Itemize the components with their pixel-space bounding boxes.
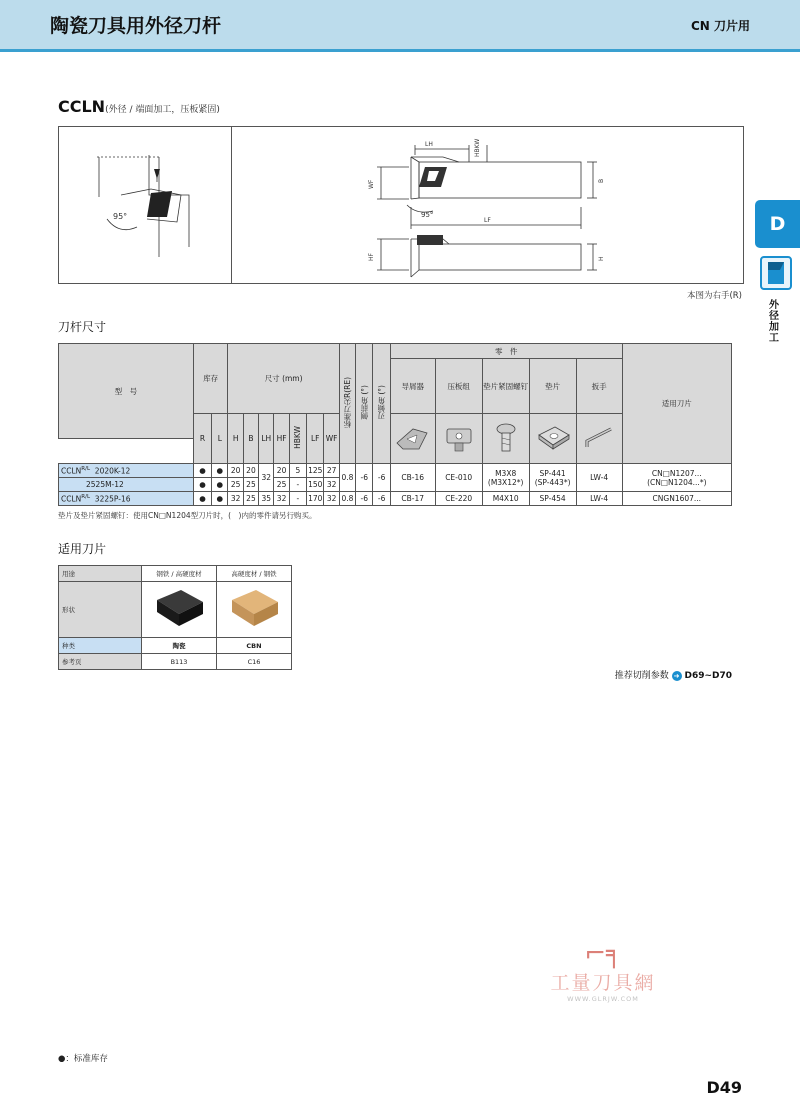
cell-b: 25 [243,492,258,506]
sub-hbkw: HBKW [289,414,306,464]
model-title [58,97,220,116]
sub-h: H [228,414,243,464]
cell-clamp: CE-010 [435,464,482,492]
ceramic-insert-image [142,582,217,638]
model-row-2: 2525M-12 [59,478,194,492]
angle-left-label: 95° [113,212,128,221]
cell-hf: 32 [274,492,289,506]
cell-shim: SP-454 [529,492,576,506]
header-chipbreaker: 导屑器 [390,359,435,414]
spec-footnote: 垫片及垫片紧固螺钉：使用CN□N1204型刀片时，( )内的零件请另行购买。 [58,511,317,520]
stock-l: ● [212,478,228,492]
ref-ceramic[interactable]: B113 [142,654,217,670]
cell-chipbreaker: CB-17 [390,492,435,506]
insert-table [58,565,292,670]
dim-h: H [598,256,605,261]
wrench-icon [576,414,622,464]
sub-wf: WF [324,414,339,464]
header-clamp: 压板组 [435,359,482,414]
header-parts: 零 件 [390,344,622,359]
recommend-pages[interactable]: D69~D70 [684,671,732,681]
insert-section-title: 适用刀片 [58,542,107,556]
page-header [0,0,800,52]
stock-r: ● [193,492,211,506]
cell-lf: 150 [307,478,324,492]
model-row-1: $CCLN^{R/L}$ 2020K-12 [59,464,194,478]
cell-lh: 32 [259,464,274,492]
header-dims: 尺寸 (mm) [228,344,339,414]
model-row-3: $CCLN^{R/L}$ 3225P-16 [59,492,194,506]
type-cbn: CBN [217,638,292,654]
cell-lf: 125 [307,464,324,478]
cell-wrench: LW-4 [576,464,622,492]
sub-l: L [212,414,228,464]
recommended-params[interactable] [615,668,732,681]
recommend-label: 推荐切削参数 [614,671,669,681]
section-tab-label: 外径加工 [769,300,779,344]
type-label: 种类 [59,638,142,654]
cell-wf: 32 [324,478,339,492]
cell-insert: CN□N1207... (CN□N1204...*) [622,464,731,492]
header-insert: 适用刀片 [622,344,731,464]
header-nose-radius: 标准刀尖R(RE) [339,344,355,464]
cell-side: -6 [356,492,373,506]
clamp-icon [435,414,482,464]
stock-r: ● [193,478,211,492]
cell-clamp: CE-220 [435,492,482,506]
header-shim: 垫片 [529,359,576,414]
cell-hbkw: - [289,478,306,492]
watermark-title: 工量刀具網 [550,972,656,994]
spec-table [58,343,732,506]
usage-label: 用途 [59,566,142,582]
cell-chipbreaker: CB-16 [390,464,435,492]
cell-re: 0.8 [339,464,355,492]
usage-cbn: 高硬度材 / 钢铁 [217,566,292,582]
stock-l: ● [212,464,228,478]
model-note: (外径 / 端面加工，压板紧固) [105,105,220,115]
cell-shim: SP-441 (SP-443*) [529,464,576,492]
tool-drawing [58,126,744,284]
page-subtitle: CN 刀片用 [690,19,750,33]
sub-lh: LH [259,414,274,464]
cell-screw: M4X10 [482,492,529,506]
dim-lf: LF [484,217,491,224]
cell-h: 32 [228,492,243,506]
page-title: 陶瓷刀具用外径刀杆 [50,15,222,37]
dim-hf: HF [368,253,375,261]
cell-hbkw: 5 [289,464,306,478]
watermark-url: WWW.GLRJW.COM [567,995,639,1003]
screw-icon [482,414,529,464]
cell-insert: CNGN1607... [622,492,731,506]
header-wrench: 扳手 [576,359,622,414]
usage-ceramic: 钢铁 / 高硬度材 [142,566,217,582]
cell-wrench: LW-4 [576,492,622,506]
sub-hf: HF [274,414,289,464]
cell-incl: -6 [373,464,390,492]
cell-b: 20 [243,464,258,478]
cell-b: 25 [243,478,258,492]
stock-r: ● [193,464,211,478]
arrow-right-icon: ➜ [672,671,682,681]
dim-wf: WF [368,179,375,189]
cbn-insert-image [217,582,292,638]
cell-screw: M3X8 (M3X12*) [482,464,529,492]
cell-wf: 32 [324,492,339,506]
cell-h: 20 [228,464,243,478]
cell-hf: 20 [274,464,289,478]
header-model: 型 号 [59,344,194,439]
cell-h: 25 [228,478,243,492]
dim-lh: LH [425,141,433,148]
shim-icon [529,414,576,464]
chipbreaker-icon [390,414,435,464]
right-hand-note: 本图为右手(R) [686,291,742,301]
cell-re: 0.8 [339,492,355,506]
stock-l: ● [212,492,228,506]
dim-hbkw: HBKW [474,138,481,157]
sub-b: B [243,414,258,464]
stock-legend: ●：标准库存 [58,1054,108,1064]
header-stock: 库存 [193,344,228,414]
turning-tool-icon [760,256,792,290]
cell-hbkw: - [289,492,306,506]
watermark-logo-icon: ⌐╕ [584,939,622,969]
watermark [538,940,668,1003]
section-tab-d[interactable]: D [755,200,800,248]
header-inclination: 刃倾角 (°) [373,344,390,464]
cell-hf: 25 [274,478,289,492]
angle-right-label: 95° [421,211,434,219]
page-number: D49 [706,1078,742,1097]
sub-r: R [193,414,211,464]
header-side-rake: 侧前角 (°) [356,344,373,464]
cell-lh: 35 [259,492,274,506]
ref-page-label: 参考页 [59,654,142,670]
header-screw: 垫片紧固螺钉 [482,359,529,414]
tool-drawing-svg [59,127,745,285]
model-name: CCLN [58,97,106,116]
cell-side: -6 [356,464,373,492]
cell-wf: 27 [324,464,339,478]
cell-lf: 170 [307,492,324,506]
type-ceramic: 陶瓷 [142,638,217,654]
cell-incl: -6 [373,492,390,506]
ref-cbn[interactable]: C16 [217,654,292,670]
shape-label: 形状 [59,582,142,638]
dim-b: B [598,178,605,183]
sub-lf: LF [307,414,324,464]
spec-section-title: 刀杆尺寸 [58,320,107,334]
